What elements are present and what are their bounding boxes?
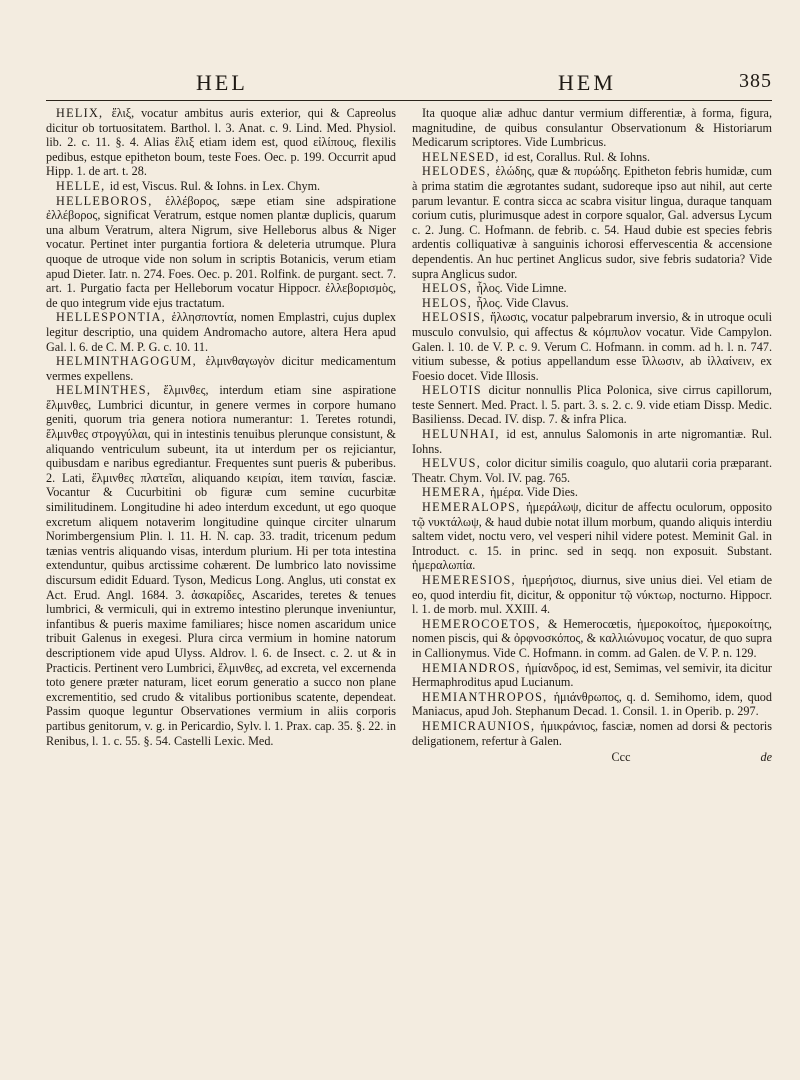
entry-headword: HEMERA, <box>422 485 486 500</box>
dictionary-entry <box>46 106 396 179</box>
dictionary-entry <box>412 150 772 165</box>
entry-headword: HELMINTHAGOGUM, <box>56 354 198 369</box>
entry-headword: HEMIANTHROPOS, <box>422 689 548 704</box>
dictionary-entry <box>412 573 772 617</box>
entry-text: & Hemerocœtis, ἡμεροκοίτος, ἡμεροκοίτης, nomen piscis, qui & ὀρφνοσκόπος, & καλλιώνυμος vocatur, de quo supra in Callionymus. Vide C. Hofmann. in comm. ad Galen. de V. P. n. 129. <box>412 616 772 660</box>
page-footer <box>412 750 772 765</box>
left-column <box>46 106 396 1080</box>
dictionary-entry <box>412 106 772 150</box>
entry-headword: HELUNHAI, <box>422 427 500 442</box>
page-number: 385 <box>739 70 772 92</box>
entry-headword: HELVUS, <box>422 456 482 471</box>
entry-text: id est, annulus Salomonis in arte nigromantiæ. Rul. Iohns. <box>412 427 772 456</box>
entry-text: ἡμικράνιος, fasciæ, nomen ad dorsi & pectoris deligationem, refertur à Galen. <box>412 718 773 748</box>
entry-headword: HEMERESIOS, <box>422 573 516 587</box>
entry-headword: HELODES, <box>422 164 491 179</box>
entry-text: dicitur nonnullis Plica Polonica, sive cirrus capillorum, teste Sennert. Med. Pract. l. 5. part. 3. s. 2. c. 9. vide etiam Dissp. Medic. Basilienss. Decad. IV. disp. 7. & infra Plica. <box>412 383 772 427</box>
entry-text: ἑλώδης, quæ & πυρώδης. Epitheton febris humidæ, cum à prima statim die ægrotantes sudant, sudoreque ipso aut nihil, aut certe parum levantur. E contra sicca ac scabra visitur lingua, duraque tanquam corium cutis, plurimusque adest in corpore squalor, Gal. adversus Lycum c. 2. Jung. C. Hofmann. de febrib. c. 54. Haud dubie est species febris ardentis colliquativæ à sanguinis ichorosi effervescentia & accensione dependentis. An huc pertinet Anglicus sudor, sive febris sudatoria? Vide supra Anglicus sudor. <box>412 164 772 281</box>
catchword: de <box>760 750 772 765</box>
dictionary-entry <box>412 719 772 748</box>
entry-headword: HELLE, <box>56 178 106 193</box>
entry-headword: HEMEROCOETOS, <box>422 616 541 631</box>
entry-headword: HELMINTHES, <box>56 383 152 398</box>
entry-headword: HEMICRAUNIOS, <box>422 718 536 733</box>
entry-headword: HELIX, <box>56 106 104 120</box>
dictionary-entry <box>412 164 772 281</box>
text-columns <box>46 106 772 1080</box>
entry-headword: HEMIANDROS, <box>422 660 521 675</box>
dictionary-entry <box>46 194 396 311</box>
entry-text: ἧλος. Vide Clavus. <box>476 295 569 310</box>
running-head-left: HEL <box>196 70 248 95</box>
entry-text: ἧλος. Vide Limne. <box>476 281 567 296</box>
entry-text: ἑλμινθαγωγὸν dicitur medicamentum vermes expellens. <box>46 354 396 383</box>
entry-text: id est, Viscus. Rul. & Iohns. in Lex. Chym. <box>109 178 321 193</box>
dictionary-entry <box>412 617 772 661</box>
dictionary-entry <box>46 310 396 354</box>
dictionary-entry <box>46 354 396 383</box>
entry-headword: HEMERALOPS, <box>422 500 521 515</box>
dictionary-entry <box>412 500 772 573</box>
entry-text: ἕλιξ, vocatur ambitus auris exterior, qui & Capreolus dicitur ob tortuositatem. Barthol. l. 3. Anat. c. 9. Lind. Med. Physiol. lib. 2. c. 11. §. 4. Alias ἕλιξ etiam idem est, quod εἰλίπους, flexilis pedibus, estque epitheton boum, teste Foes. Oec. p. 199. Occurrit apud Hipp. 1. de art. t. 28. <box>46 106 396 179</box>
entry-text: ἥλωσις, vocatur palpebrarum inversio, & in utroque oculi musculo convulsio, qui affectus & κόμπυλον vocatur. Vide Campylon. Galen. l. 10. de V. P. c. 9. Verum C. Hofmann. in comm. ad h. l. n. 747. vitium subesse, & potius appellandum esse ἴλλωσιν, ab ἰλλαίνειν, ex Foesio docet. Vide Illosis. <box>412 310 772 383</box>
signature-mark: Ccc <box>611 750 631 765</box>
dictionary-entry <box>412 296 772 311</box>
entry-headword: HELLESPONTIA, <box>56 310 166 325</box>
running-head <box>46 70 772 104</box>
entry-text: ἡμέρα. Vide Dies. <box>489 485 578 500</box>
entry-headword: HELNESED, <box>422 149 500 164</box>
entry-text: id est, Corallus. Rul. & Iohns. <box>504 149 650 164</box>
right-column <box>412 106 772 1080</box>
dictionary-entry <box>412 690 772 719</box>
dictionary-entry <box>46 179 396 194</box>
entry-text: ἡμιάνθρωπος, q. d. Semihomo, idem, quod Maniacus, apud Joh. Stephanum Decad. 1. Consil. 1. in Operib. p. 297. <box>412 689 772 719</box>
dictionary-entry <box>412 427 772 456</box>
entry-headword: HELLEBOROS, <box>56 193 153 208</box>
dictionary-entry <box>412 281 772 296</box>
dictionary-entry <box>412 310 772 383</box>
entry-text: ἡμερήσιος, diurnus, sive unius diei. Vel etiam de eo, quod interdiu fit, dicitur, & opponitur τῷ νύκτωρ, nocturno. Hippocr. l. 1. de morb. mul. XXIII. 4. <box>412 573 772 617</box>
entry-text: ἑλλησποντία, nomen Emplastri, cujus duplex legitur descriptio, una quidem Andromacho autore, altera Hera apud Gal. l. 6. de C. M. P. G. c. 10. 11. <box>46 310 396 354</box>
entry-headword: HELOS, <box>422 295 473 310</box>
dictionary-entry <box>412 456 772 485</box>
dictionary-entry <box>46 383 396 748</box>
dictionary-entry <box>412 661 772 690</box>
entry-text: ἡμεράλωψ, dicitur de affectu oculorum, opposito τῷ νυκτάλωψ, & haud dubie notat illum morbum, quando aliquis interdiu saltem videt, noctu vero, vel vesperi nihil videre potest. Meminit Gal. in Introduct. c. 15. in princ. sed in seqq. non exposuit. Substant. ἡμεραλωπία. <box>412 500 772 573</box>
dictionary-entry <box>412 485 772 500</box>
entry-headword: HELOTIS <box>422 383 482 398</box>
entry-text: ἕλμινθες, interdum etiam sine aspiratione ἕλμινθες, Lumbrici dicuntur, in genere vermes in corpore humano geniti, quorum tria genera notiora numerantur: 1. Teretes rotundi, ἕλμινθες στρογγύλαι, qui in intestinis tenuibus plerunque consistunt, & aliquando ventriculum subeunt, ita ut interdum per os rejiciantur, quibusdam e naribus egrediantur. Frequentes sunt pueris & puberibus. 2. Lati, ἕλμινθες πλατεῖαι, aliquando κειρίαι, item ταινίαι, fasciæ. Vocantur & Cucurbitini ob figuræ cum semine cucurbitæ similitudinem. Longitudine hi adeo interdum excedunt, ut ego quoque excretum aliquem notaverim longitudine quinque circiter ulnarum Norimbergensium Plin. l. 11. H. N. cap. 33. tradit, tricenum pedum tænias ventris aliquando visas, interdum plurium. Hi per tota intestina extenduntur, quibus arctissime cohærent. De lumbrico lato novissime discursum edidit Eduard. Tyson, Medicus Long. Anglus, uti constat ex Act. Erud. Angl. 1684. 3. ἀσκαρίδες, Ascarides, teretes & tenues lumbrici, & vermiculi, qui in extremo intestino plerunque inveniuntur, infantibus & pueris maxime familiares; hisce nomen ascaridum unice tribuit Galenus in exegesi. Plura circa vermium in homine natorum descriptionem vide apud Ulyss. Aldrov. l. 6. de Insect. c. 2. ut & in Practicis. Pertinent vero Lumbrici, ἕλμινθες, ad excreta, vel excernenda toto genere præter naturam, licet eorum generatio a succo non plane excrementitio, sed crudo & vitalibus portionibus scatente, dependeat. Passim quoque leguntur Observationes vermium in aliis corporis partibus genitorum, v. g. in Pericardio, Sylv. l. 1. Prax. cap. 35. §. 22. in Renibus, l. 1. c. 55. §. 54. Castelli Lexic. Med. <box>46 383 396 748</box>
entry-headword: HELOSIS, <box>422 310 486 325</box>
entry-text: ἑλλέβορος, sæpe etiam sine adspiratione ἐλλέβορος, significat Veratrum, estque nomen plantæ duplicis, quarum una album Veratrum, altera Nigrum, sive Helleborus albus & Niger vocatur. Pertinet inter purgantia fortiora & deleteria utrumque. Plura quoque de utroque vide non solum in scriptis Botanicis, verum etiam apud Dieter. Iatr. n. 274. Foes. Oec. p. 201. Rolfink. de purgant. sect. 7. art. 1. Purgatio facta per Helleborum vocatur Hippocr. ἐλλεβορισμὸς, de quo integrum vide ejus tractatum. <box>46 193 396 310</box>
running-head-right: HEM <box>558 70 616 95</box>
entry-text: Ita quoque aliæ adhuc dantur vermium differentiæ, à forma, figura, magnitudine, de quibus consulantur Observationum & Historiarum Medicarum scriptores. Vide Lumbricus. <box>412 106 772 150</box>
entry-text: ἡμίανδρος, id est, Semimas, vel semivir, ita dicitur Hermaphroditus apud Lucianum. <box>412 660 772 690</box>
header-rule <box>46 100 772 101</box>
entry-text: color dicitur similis coagulo, quo alutarii coria præparant. Theatr. Chym. Vol. IV. pag. 765. <box>412 456 772 485</box>
dictionary-entry <box>412 383 772 427</box>
entry-headword: HELOS, <box>422 281 473 296</box>
